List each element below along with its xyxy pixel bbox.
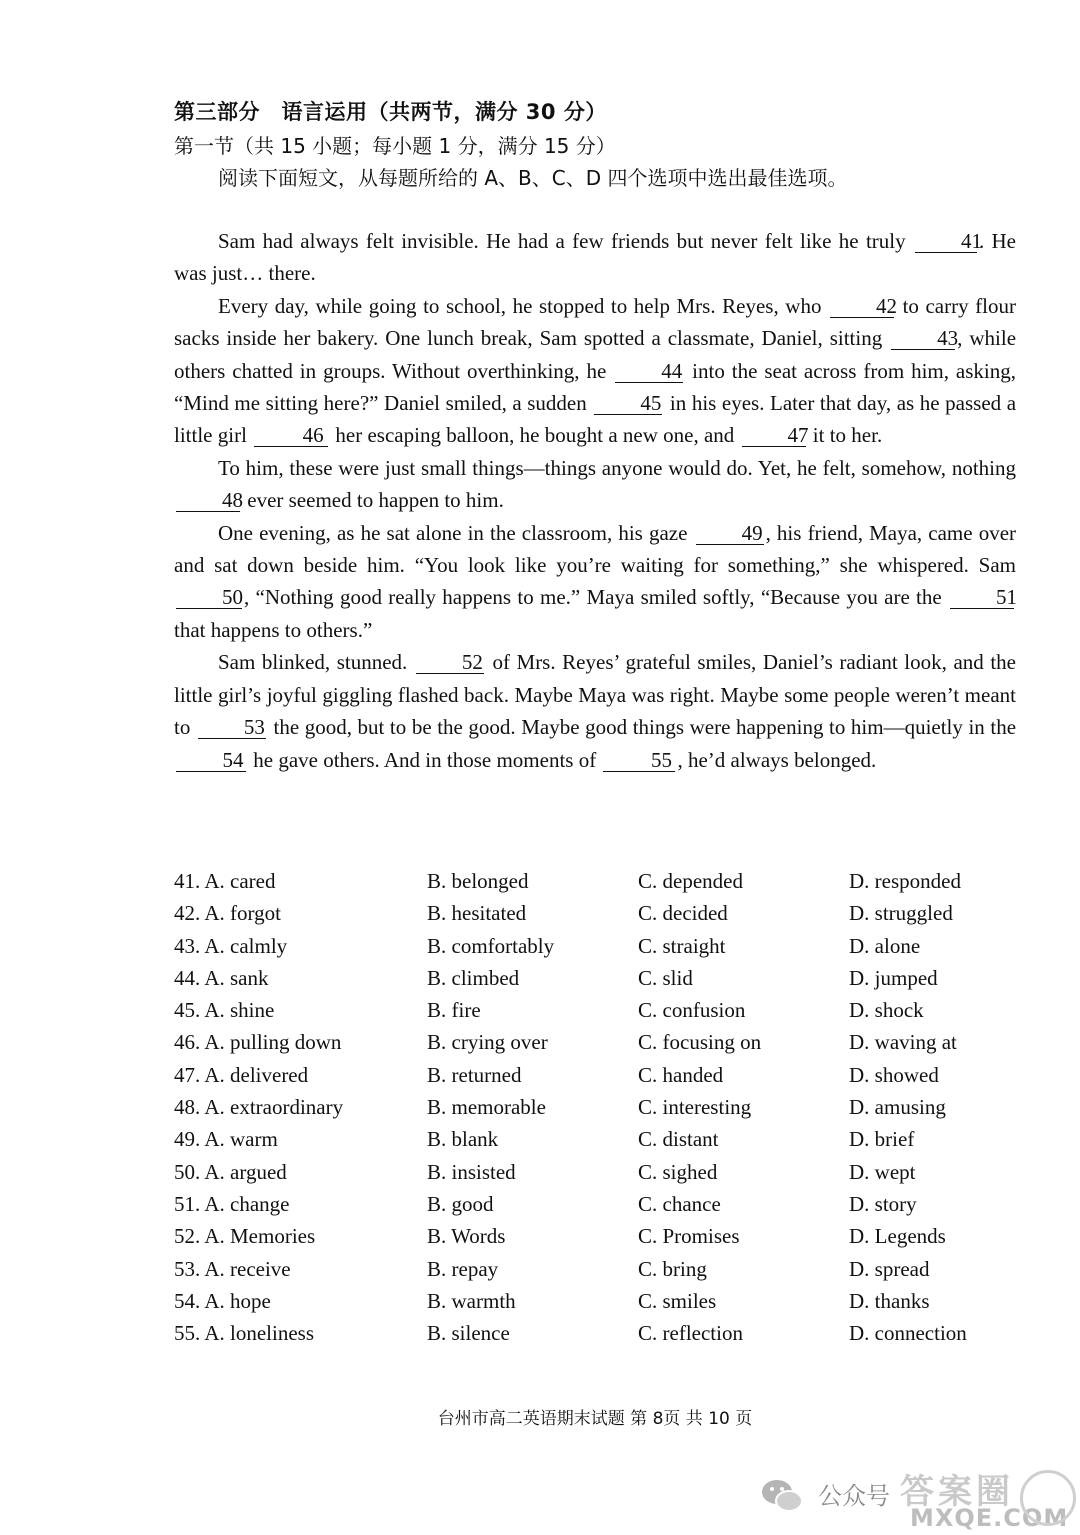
option-c: C. slid (638, 965, 693, 990)
option-b: B. warmth (427, 1288, 516, 1313)
option-b: B. memorable (427, 1095, 546, 1120)
option-d: D. amusing (849, 1095, 946, 1120)
option-d: D. jumped (849, 965, 938, 990)
passage-text: Sam had always felt invisible. He had a few friends but never felt like he truly (218, 229, 906, 253)
passage-text: Every day, while going to school, he stopped to help Mrs. Reyes, who (218, 293, 822, 318)
option-c: C. distant (638, 1127, 719, 1152)
option-a: 48. A. extraordinary (174, 1095, 344, 1120)
option-b: B. blank (427, 1127, 499, 1152)
option-d: D. waving at (849, 1030, 957, 1055)
blank-50: 50 (176, 586, 242, 609)
wechat-icon (760, 1476, 804, 1516)
blank-47: 47 (742, 424, 806, 447)
blank-49: 49 (696, 522, 764, 545)
part-title: 第三部分 语言运用（共两节，满分 30 分） (174, 100, 607, 124)
option-d: D. connection (849, 1321, 967, 1346)
option-b: B. silence (427, 1321, 510, 1346)
option-d: D. alone (849, 933, 921, 958)
passage-text: ever seemed to happen to him. (247, 488, 504, 513)
watermark-site: MXQE.COM (910, 1504, 1069, 1532)
blank-55: 55 (603, 749, 675, 772)
option-b: B. crying over (427, 1030, 548, 1055)
watermark-logo: 答案圈 (900, 1472, 1014, 1512)
option-c: C. bring (638, 1256, 707, 1281)
paragraph-4 (174, 517, 1016, 647)
option-d: D. responded (849, 869, 961, 893)
passage-text: it to her. (812, 423, 883, 448)
paragraph-5 (174, 646, 1016, 776)
option-c: C. decided (638, 901, 728, 926)
passage-text: Sam blinked, stunned. (218, 650, 408, 675)
option-row (174, 1224, 1034, 1256)
option-b: B. Words (427, 1224, 506, 1249)
option-c: C. focusing on (638, 1030, 762, 1055)
option-row (174, 934, 1034, 966)
option-b: B. insisted (427, 1159, 516, 1184)
option-a: 52. A. Memories (174, 1224, 316, 1249)
option-d: D. showed (849, 1062, 939, 1087)
option-b: B. climbed (427, 965, 520, 990)
option-a: 47. A. delivered (174, 1062, 309, 1087)
option-a: 54. A. hope (174, 1288, 271, 1313)
paragraph-2 (174, 290, 1016, 452)
blank-48: 48 (176, 489, 240, 512)
option-row (174, 1030, 1034, 1062)
blank-46: 46 (254, 424, 328, 447)
option-row (174, 1095, 1034, 1127)
passage-text: he gave others. And in those moments of (253, 747, 597, 772)
option-c: C. confusion (638, 998, 746, 1023)
option-c: C. Promises (638, 1224, 740, 1249)
option-d: D. shock (849, 998, 924, 1023)
watermark-account: 公众号 (818, 1482, 890, 1510)
option-a: 46. A. pulling down (174, 1030, 342, 1055)
option-row (174, 869, 1034, 901)
passage-text: , he’d always belonged. (677, 747, 877, 772)
passage-text: that happens to others.” (174, 617, 373, 642)
option-d: D. brief (849, 1127, 915, 1152)
watermark (760, 1468, 1080, 1535)
option-a: 50. A. argued (174, 1159, 287, 1184)
blank-44: 44 (615, 360, 683, 383)
blank-41: 41 (915, 230, 977, 253)
option-b: B. returned (427, 1062, 522, 1087)
option-a: 41. A. cared (174, 869, 276, 893)
option-a: 44. A. sank (174, 965, 269, 990)
option-row (174, 1321, 1034, 1353)
option-d: D. thanks (849, 1288, 930, 1313)
blank-43: 43 (891, 327, 955, 350)
option-d: D. story (849, 1191, 917, 1216)
blank-42: 42 (830, 295, 894, 318)
option-a: 55. A. loneliness (174, 1321, 314, 1346)
option-d: D. spread (849, 1256, 930, 1281)
option-b: B. belonged (427, 869, 529, 893)
paragraph-1 (174, 225, 1016, 290)
passage-text: , “Nothing good really happens to me.” Maya smiled softly, “Because you are the (244, 585, 942, 610)
passage-text: , while others chatted in groups. Without overthinking, he (174, 326, 1017, 383)
section-title: 第一节（共 15 小题；每小题 1 分，满分 15 分） (174, 134, 616, 158)
option-c: C. reflection (638, 1321, 743, 1346)
passage (174, 225, 1016, 776)
option-c: C. straight (638, 933, 726, 958)
option-row (174, 1192, 1034, 1224)
option-row (174, 1063, 1034, 1095)
option-c: C. depended (638, 869, 743, 893)
blank-54: 54 (176, 749, 246, 772)
passage-text: to carry flour sacks inside her bakery. One lunch break, Sam spotted a classmate, Daniel, sitting (174, 293, 1016, 351)
option-b: B. comfortably (427, 933, 555, 958)
option-row (174, 1127, 1034, 1159)
option-a: 45. A. shine (174, 998, 275, 1023)
option-c: C. handed (638, 1062, 724, 1087)
option-b: B. hesitated (427, 901, 527, 926)
option-d: D. Legends (849, 1224, 946, 1249)
option-row (174, 966, 1034, 998)
instruction: 阅读下面短文，从每题所给的 A、B、C、D 四个选项中选出最佳选项。 (218, 166, 848, 190)
passage-text: in his eyes. Later that day, as he passed a little girl (174, 391, 1017, 448)
passage-text: One evening, as he sat alone in the classroom, his gaze (218, 520, 688, 545)
option-c: C. chance (638, 1191, 721, 1216)
option-row (174, 998, 1034, 1030)
option-c: C. sighed (638, 1159, 718, 1184)
option-d: D. struggled (849, 901, 953, 926)
passage-text: into the seat across from him, asking, “Mind me sitting here?” Daniel smiled, a sudden (174, 358, 1017, 416)
option-row (174, 1289, 1034, 1321)
option-row (174, 1160, 1034, 1192)
passage-text: her escaping balloon, he bought a new one, and (335, 423, 735, 448)
option-a: 51. A. change (174, 1191, 290, 1216)
option-a: 49. A. warm (174, 1127, 278, 1152)
option-c: C. smiles (638, 1288, 717, 1313)
option-row (174, 901, 1034, 933)
option-c: C. interesting (638, 1095, 752, 1120)
option-a: 53. A. receive (174, 1256, 291, 1281)
option-b: B. fire (427, 998, 481, 1023)
option-a: 42. A. forgot (174, 901, 281, 926)
blank-53: 53 (198, 716, 266, 739)
watermark-seal-icon (1020, 1470, 1076, 1526)
blank-52: 52 (416, 651, 484, 674)
option-b: B. good (427, 1191, 494, 1216)
passage-text: the good, but to be the good. Maybe good things were happening to him—quietly in the (273, 715, 1017, 740)
options-list (174, 869, 1034, 1353)
passage-text: . He was just… there. (174, 229, 1016, 286)
page-footer: 台州市高二英语期末试题 第 8页 共 10 页 (437, 1409, 753, 1429)
blank-45: 45 (594, 392, 662, 415)
option-row (174, 1257, 1034, 1289)
passage-text: To him, these were just small things—things anyone would do. Yet, he felt, somehow, nothing (218, 455, 1016, 480)
option-a: 43. A. calmly (174, 933, 288, 958)
option-b: B. repay (427, 1256, 499, 1281)
paragraph-3 (174, 452, 1016, 517)
passage-text: of Mrs. Reyes’ grateful smiles, Daniel’s radiant look, and the little girl’s joyful giggling flashed back. Maybe Maya was right. Maybe some people weren’t meant to (174, 650, 1017, 740)
option-d: D. wept (849, 1159, 916, 1184)
passage-text: , his friend, Maya, came over and sat down beside him. “You look like you’re waiting for something,” she whispered. Sam (174, 520, 1017, 578)
blank-51: 51 (950, 586, 1014, 609)
